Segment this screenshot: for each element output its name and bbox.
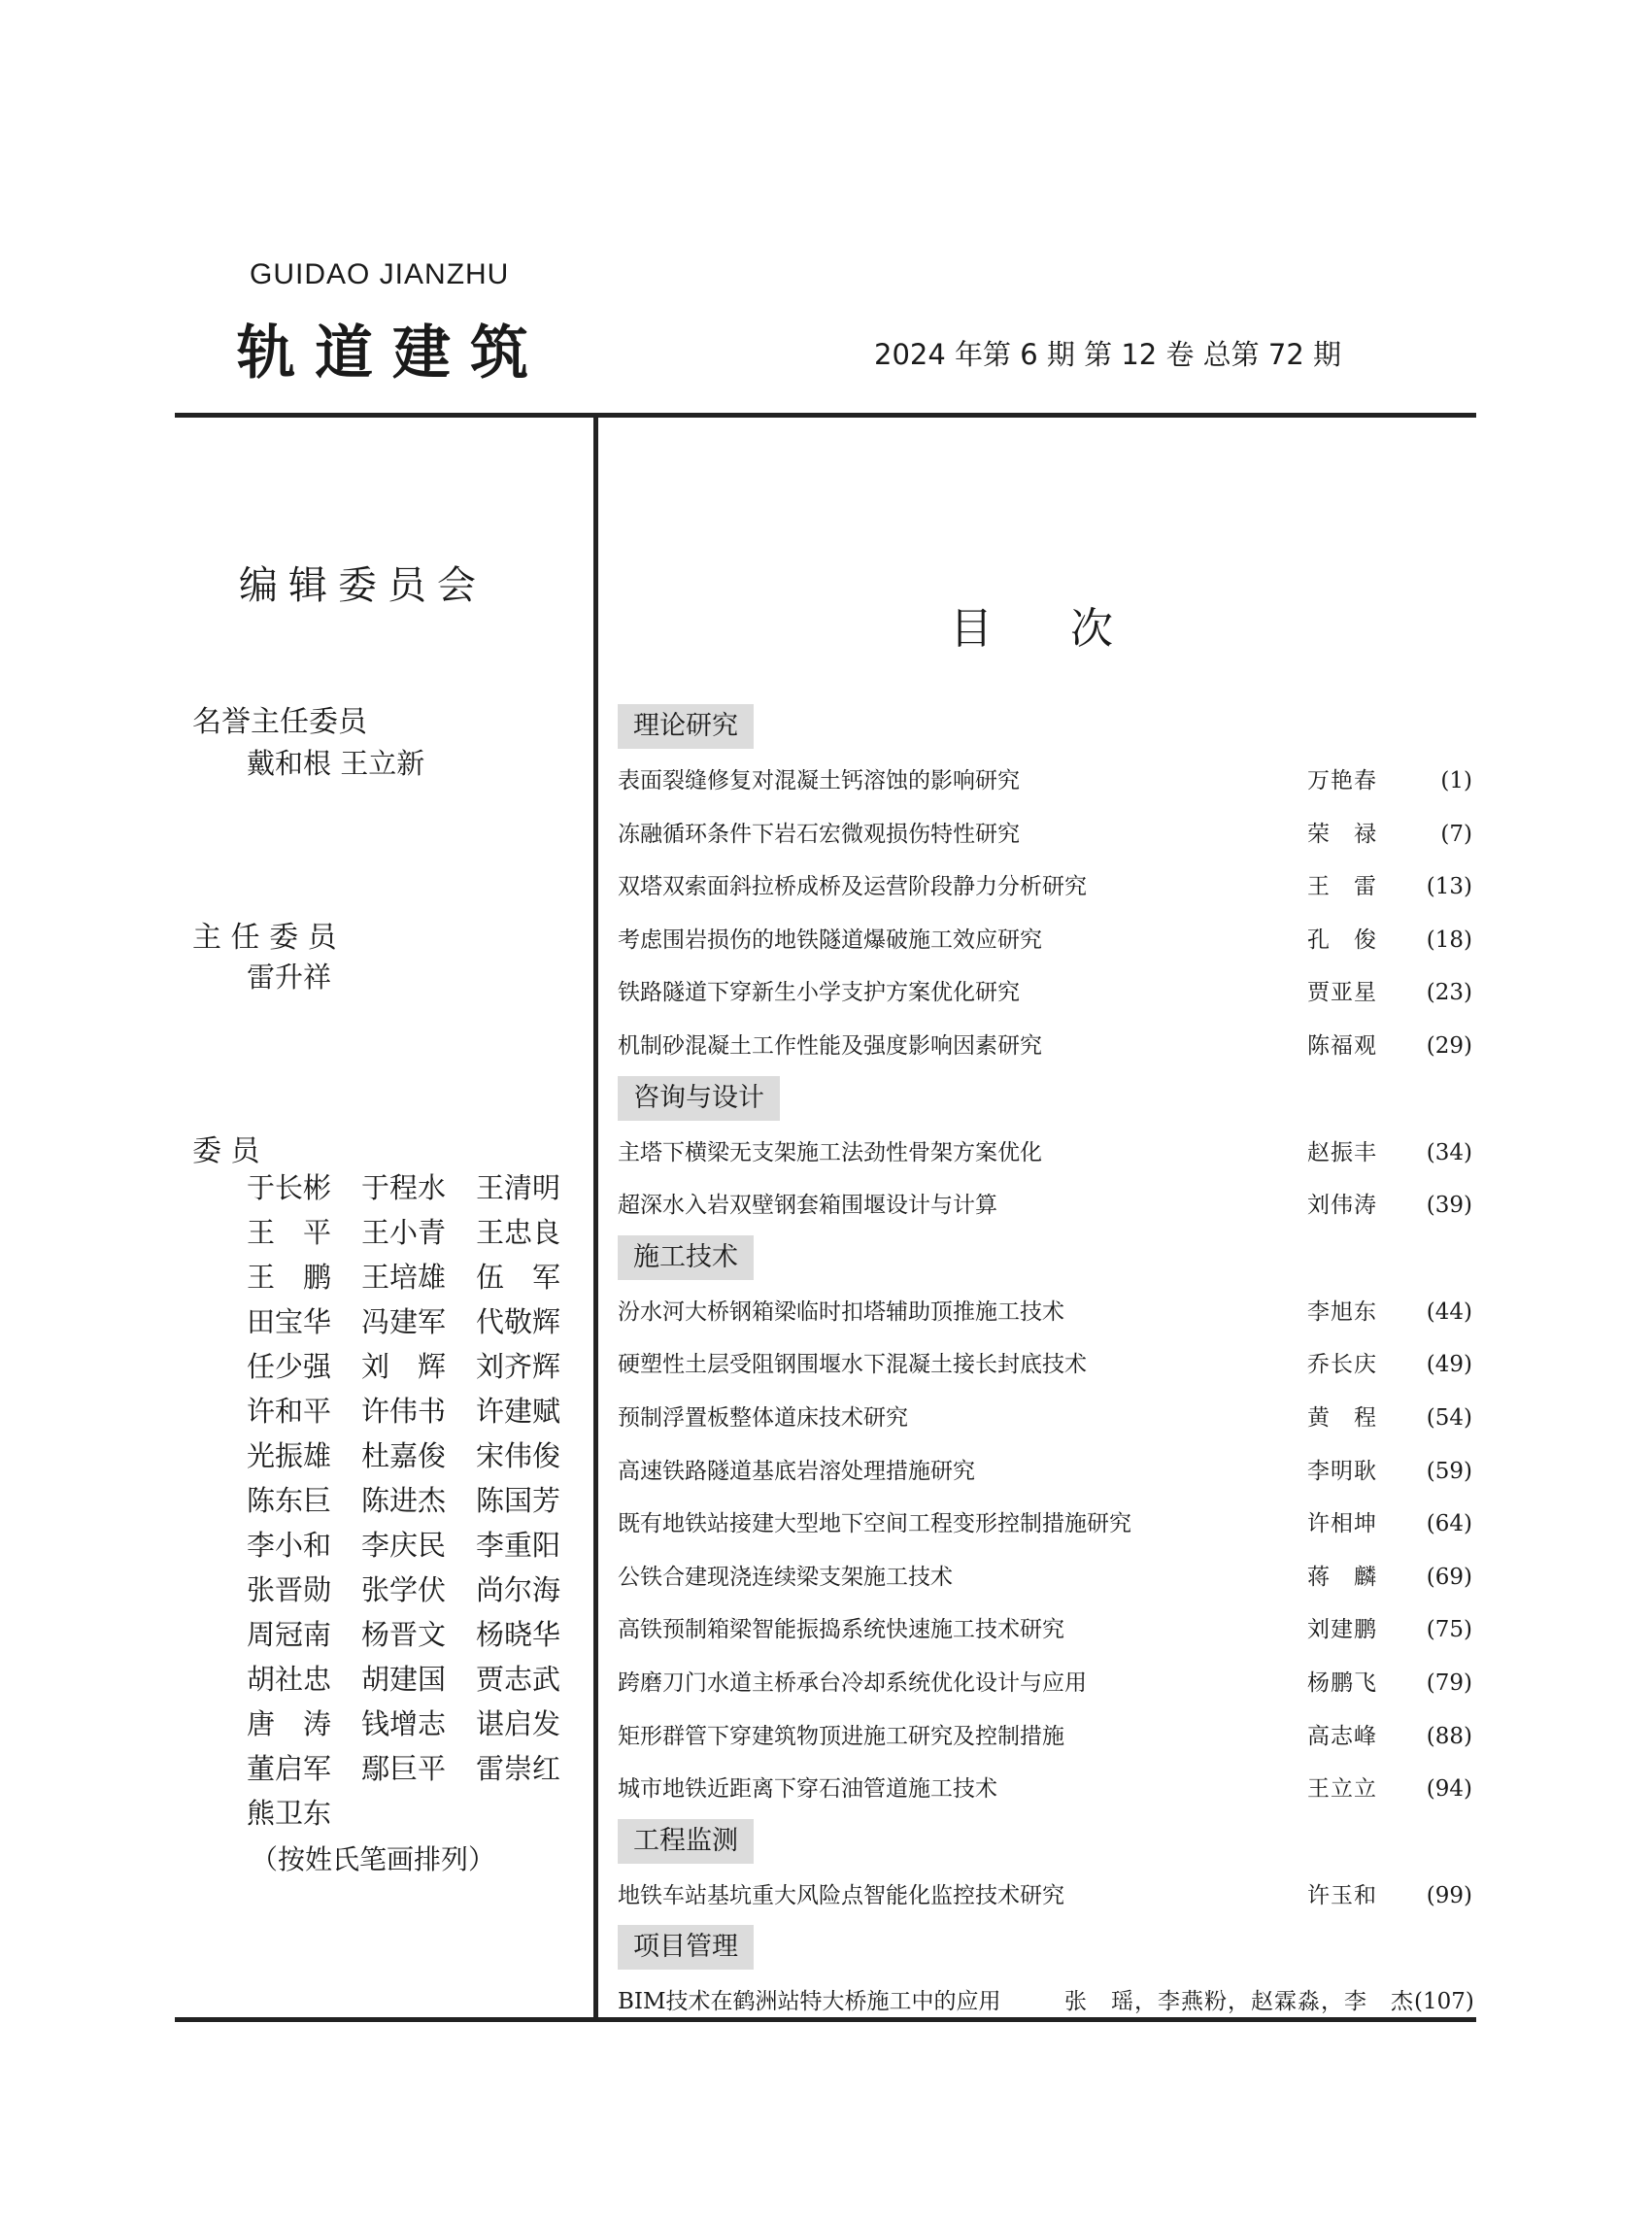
journal-title: 轨道建筑	[237, 320, 548, 388]
toc-entry-author: 李旭东	[1307, 1298, 1377, 1325]
toc-entry-author: 陈福观	[1307, 1032, 1377, 1059]
toc-entry[interactable]	[618, 1870, 1472, 1923]
member-name: 杨晋文	[361, 1618, 447, 1651]
member-name: 王 鹏	[247, 1261, 332, 1294]
member-name: 钱增志	[361, 1707, 447, 1740]
toc-entry[interactable]	[618, 1392, 1472, 1445]
toc-entry-page: (18)	[1426, 927, 1472, 953]
toc-entry[interactable]	[618, 1763, 1472, 1816]
toc-entry[interactable]	[618, 1127, 1472, 1180]
toc-entry-author: 张 瑶，李燕粉，赵霖淼，李 杰	[1064, 1989, 1414, 2015]
toc-entry[interactable]	[618, 808, 1472, 861]
member-name: 李庆民	[361, 1529, 447, 1562]
member-name: 谌启发	[476, 1707, 561, 1740]
member-name: 王清明	[476, 1171, 561, 1204]
toc-entry-page: (94)	[1426, 1776, 1472, 1803]
toc-entry-title: 公铁合建现浇连续梁支架施工技术	[618, 1564, 953, 1590]
member-name: 刘 辉	[361, 1350, 447, 1383]
member-name: 于长彬	[247, 1171, 332, 1204]
toc-section-heading: 工程监测	[618, 1819, 754, 1864]
toc-entry-page: (1)	[1440, 768, 1472, 793]
toc-entry-author: 李明耿	[1307, 1458, 1377, 1484]
director-names: 雷升祥	[247, 961, 332, 994]
member-name: 李重阳	[476, 1529, 561, 1562]
toc-entry-page: (88)	[1426, 1723, 1472, 1749]
member-name: 唐 涛	[247, 1707, 332, 1740]
toc-entry-title: 跨磨刀门水道主桥承台冷却系统优化设计与应用	[618, 1670, 1087, 1696]
toc-entry-title: 既有地铁站接建大型地下空间工程变形控制措施研究	[618, 1511, 1131, 1537]
member-name: 王培雄	[361, 1261, 447, 1294]
member-name: 张晋勋	[247, 1573, 332, 1606]
member-list	[247, 1165, 596, 1836]
member-name: 许伟书	[361, 1395, 447, 1428]
member-name: 李小和	[247, 1529, 332, 1562]
toc-entry-author: 许相坤	[1307, 1511, 1377, 1537]
member-name: 陈国芳	[476, 1484, 561, 1517]
member-name: 宋伟俊	[476, 1439, 561, 1472]
toc-entry-page: (64)	[1426, 1511, 1472, 1537]
toc-section-heading: 施工技术	[618, 1235, 754, 1280]
toc-section-heading: 项目管理	[618, 1925, 754, 1970]
toc-entry-author: 许玉和	[1307, 1882, 1377, 1908]
toc-entry-page: (69)	[1426, 1564, 1472, 1590]
toc-entry-page: (75)	[1426, 1617, 1472, 1643]
toc-entry-title: 超深水入岩双壁钢套箱围堰设计与计算	[618, 1193, 997, 1219]
member-name: 陈进杰	[361, 1484, 447, 1517]
toc-entry-title: 冻融循环条件下岩石宏微观损伤特性研究	[618, 821, 1020, 847]
member-name: 王 平	[247, 1216, 332, 1249]
toc-entry-title: 硬塑性土层受阻钢围堰水下混凝土接长封底技术	[618, 1352, 1087, 1378]
toc-entry[interactable]	[618, 1020, 1472, 1073]
member-name: 许和平	[247, 1395, 332, 1428]
issue-info: 2024 年第 6 期 第 12 卷 总第 72 期	[874, 338, 1342, 371]
member-name: 伍 军	[476, 1261, 561, 1294]
member-name: 许建赋	[476, 1395, 561, 1428]
member-name: 杨晓华	[476, 1618, 561, 1651]
toc-section-heading: 理论研究	[618, 704, 754, 749]
member-name: 田宝华	[247, 1305, 332, 1338]
honorary-names: 戴和根 王立新	[247, 747, 425, 780]
toc-entry-author: 刘建鹏	[1307, 1617, 1377, 1643]
toc-entry[interactable]	[618, 1286, 1472, 1339]
ordering-note: （按姓氏笔画排列）	[251, 1843, 496, 1875]
member-name: 代敬辉	[476, 1305, 561, 1338]
toc-entry-title: 地铁车站基坑重大风险点智能化监控技术研究	[618, 1882, 1064, 1908]
table-of-contents	[618, 701, 1472, 2029]
toc-entry-page: (44)	[1426, 1298, 1472, 1325]
toc-entry-author: 赵振丰	[1307, 1139, 1377, 1165]
toc-entry[interactable]	[618, 860, 1472, 914]
director-label: 主 任 委 员	[192, 921, 337, 955]
toc-entry[interactable]	[618, 966, 1472, 1020]
toc-entry-title: 考虑围岩损伤的地铁隧道爆破施工效应研究	[618, 927, 1042, 953]
member-name: 任少强	[247, 1350, 332, 1383]
member-name: 陈东巨	[247, 1484, 332, 1517]
toc-section-heading: 咨询与设计	[618, 1076, 780, 1121]
board-title: 编辑委员会	[239, 563, 487, 608]
top-rule	[175, 413, 1476, 418]
toc-entry-page: (23)	[1426, 980, 1472, 1006]
toc-entry-page: (39)	[1426, 1193, 1472, 1219]
toc-entry-author: 刘伟涛	[1307, 1193, 1377, 1219]
toc-entry-page: (13)	[1426, 874, 1472, 900]
toc-entry-page: (49)	[1426, 1352, 1472, 1378]
toc-entry-title: 主塔下横梁无支架施工法劲性骨架方案优化	[618, 1139, 1042, 1165]
toc-entry-title: 双塔双索面斜拉桥成桥及运营阶段静力分析研究	[618, 874, 1087, 900]
toc-entry[interactable]	[618, 914, 1472, 967]
toc-entry-page: (29)	[1426, 1032, 1472, 1059]
toc-entry-title: 城市地铁近距离下穿石油管道施工技术	[618, 1776, 997, 1803]
member-name: 刘齐辉	[476, 1350, 561, 1383]
toc-entry-title: BIM技术在鹤洲站特大桥施工中的应用	[618, 1989, 1001, 2015]
toc-entry[interactable]	[618, 1445, 1472, 1499]
toc-entry-author: 王 雷	[1307, 874, 1377, 900]
toc-entry[interactable]	[618, 755, 1472, 808]
member-name: 胡建国	[361, 1663, 447, 1696]
toc-entry[interactable]	[618, 1657, 1472, 1710]
member-name: 熊卫东	[247, 1797, 332, 1830]
member-name: 杜嘉俊	[361, 1439, 447, 1472]
toc-entry-title: 表面裂缝修复对混凝土钙溶蚀的影响研究	[618, 768, 1020, 793]
toc-entry-author: 杨鹏飞	[1307, 1670, 1377, 1696]
toc-entry[interactable]	[618, 1975, 1472, 2029]
toc-entry-title: 机制砂混凝土工作性能及强度影响因素研究	[618, 1032, 1042, 1059]
toc-entry-title: 铁路隧道下穿新生小学支护方案优化研究	[618, 980, 1020, 1006]
toc-entry-author: 贾亚星	[1307, 980, 1377, 1006]
toc-entry-title: 高铁预制箱梁智能振捣系统快速施工技术研究	[618, 1617, 1064, 1643]
member-name: 王小青	[361, 1216, 447, 1249]
toc-entry[interactable]	[618, 1338, 1472, 1392]
toc-entry-title: 汾水河大桥钢箱梁临时扣塔辅助顶推施工技术	[618, 1298, 1064, 1325]
toc-entry-page: (7)	[1440, 821, 1472, 847]
member-name: 董启军	[247, 1752, 332, 1785]
toc-entry-author: 乔长庆	[1307, 1352, 1377, 1378]
members-label: 委 员	[192, 1134, 260, 1168]
member-name: 光振雄	[247, 1439, 332, 1472]
toc-entry-title: 矩形群管下穿建筑物顶进施工研究及控制措施	[618, 1723, 1064, 1749]
member-name: 尚尔海	[476, 1573, 561, 1606]
masthead-pinyin: GUIDAO JIANZHU	[250, 258, 510, 290]
member-name: 胡社忠	[247, 1663, 332, 1696]
toc-entry-page: (107)	[1414, 1989, 1474, 2015]
honorary-label: 名誉主任委员	[192, 705, 367, 739]
toc-entry-page: (99)	[1426, 1882, 1472, 1908]
toc-entry[interactable]	[618, 1179, 1472, 1232]
toc-entry[interactable]	[618, 1603, 1472, 1657]
member-name: 张学伏	[361, 1573, 447, 1606]
toc-entry-page: (34)	[1426, 1139, 1472, 1165]
member-name: 贾志武	[476, 1663, 561, 1696]
member-name: 周冠南	[247, 1618, 332, 1651]
toc-entry-author: 孔 俊	[1307, 927, 1377, 953]
toc-entry-author: 万艳春	[1307, 768, 1377, 793]
toc-entry[interactable]	[618, 1498, 1472, 1551]
toc-entry-title: 预制浮置板整体道床技术研究	[618, 1404, 908, 1431]
toc-entry[interactable]	[618, 1710, 1472, 1764]
toc-entry-author: 荣 禄	[1307, 821, 1377, 847]
toc-entry-page: (79)	[1426, 1670, 1472, 1696]
member-name: 鄢巨平	[361, 1752, 447, 1785]
toc-entry-title: 高速铁路隧道基底岩溶处理措施研究	[618, 1458, 975, 1484]
toc-entry-author: 黄 程	[1307, 1404, 1377, 1431]
toc-title: 目次	[950, 604, 1191, 654]
member-name: 王忠良	[476, 1216, 561, 1249]
toc-entry-author: 蒋 麟	[1307, 1564, 1377, 1590]
member-name: 冯建军	[361, 1305, 447, 1338]
toc-entry-page: (54)	[1426, 1404, 1472, 1431]
toc-entry-page: (59)	[1426, 1458, 1472, 1484]
member-name: 于程水	[361, 1171, 447, 1204]
toc-entry-author: 王立立	[1307, 1776, 1377, 1803]
member-name: 雷崇红	[476, 1752, 561, 1785]
toc-entry[interactable]	[618, 1551, 1472, 1604]
toc-entry-author: 高志峰	[1307, 1723, 1377, 1749]
